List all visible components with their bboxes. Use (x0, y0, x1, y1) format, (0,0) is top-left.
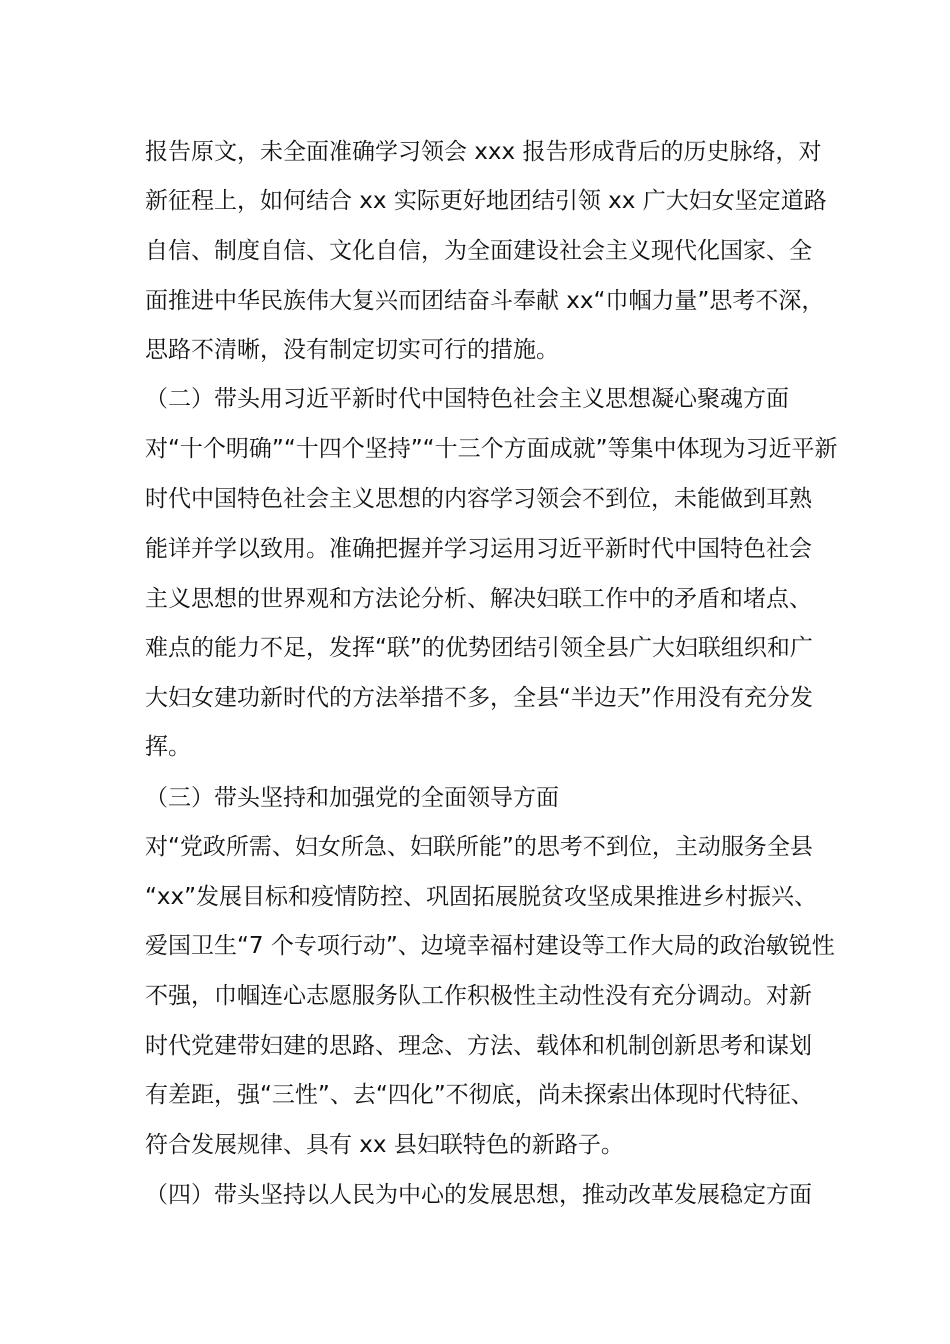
body-text-line: 爱国卫生“7 个专项行动”、边境幸福村建设等工作大局的政治敏锐性 (145, 933, 835, 959)
body-text-line: 对“十个明确”“十四个坚持”“十三个方面成就”等集中体现为习近平新 (145, 436, 838, 462)
body-text-line: 挥。 (145, 734, 191, 760)
body-text-line: “xx”发展目标和疫情防控、巩固拓展脱贫攻坚成果推进乡村振兴、 (145, 884, 818, 910)
body-text-line: 思路不清晰，没有制定切实可行的措施。 (145, 337, 559, 363)
body-text-line: 时代党建带妇建的思路、理念、方法、载体和机制创新思考和谋划 (145, 1033, 812, 1059)
body-text-line: 自信、制度自信、文化自信，为全面建设社会主义现代化国家、全 (145, 238, 812, 264)
section-heading-3: （三）带头坚持和加强党的全面领导方面 (145, 785, 559, 811)
body-text-line: 不强，巾帼连心志愿服务队工作积极性主动性没有充分调动。对新 (145, 983, 812, 1009)
body-text-line: 主义思想的世界观和方法论分析、解决妇联工作中的矛盾和堵点、 (145, 586, 812, 612)
body-text-line: 面推进中华民族伟大复兴而团结奋斗奉献 xx“巾帼力量”思考不深， (145, 288, 825, 314)
body-text-line: 报告原文，未全面准确学习领会 xxx 报告形成背后的历史脉络，对 (145, 139, 822, 165)
body-text-line: 新征程上，如何结合 xx 实际更好地团结引领 xx 广大妇女坚定道路 (145, 188, 827, 214)
body-text-line: 难点的能力不足，发挥“联”的优势团结引领全县广大妇联组织和广 (145, 635, 813, 661)
section-heading-2: （二）带头用习近平新时代中国特色社会主义思想凝心聚魂方面 (145, 386, 789, 412)
body-text-line: 时代中国特色社会主义思想的内容学习领会不到位，未能做到耳熟 (145, 486, 812, 512)
body-text-line: 能详并学以致用。准确把握并学习运用习近平新时代中国特色社会 (145, 536, 812, 562)
body-text-line: 对“党政所需、妇女所急、妇联所能”的思考不到位，主动服务全县 (145, 834, 813, 860)
body-text-line: 大妇女建功新时代的方法举措不多，全县“半边天”作用没有充分发 (145, 685, 813, 711)
section-heading-4: （四）带头坚持以人民为中心的发展思想，推动改革发展稳定方面 (145, 1182, 812, 1208)
body-text-line: 有差距，强“三性”、去“四化”不彻底，尚未探索出体现时代特征、 (145, 1082, 814, 1108)
body-text-line: 符合发展规律、具有 xx 县妇联特色的新路子。 (145, 1132, 624, 1158)
